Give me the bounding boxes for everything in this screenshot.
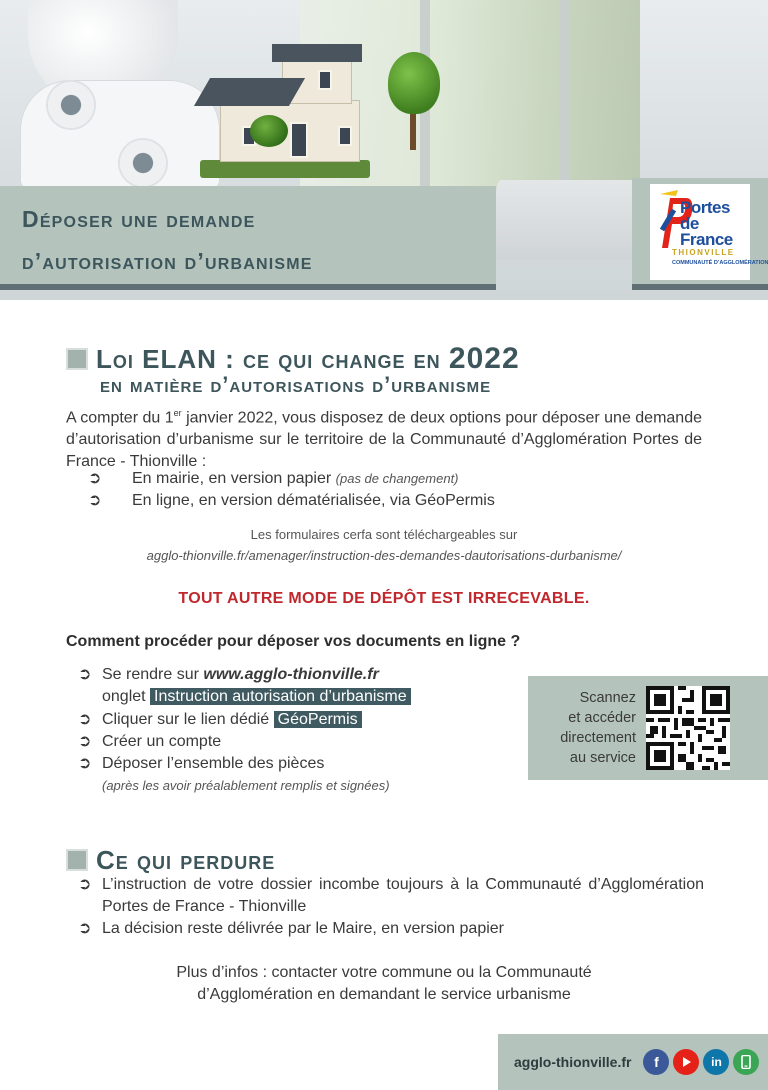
step3-text: Créer un compte (102, 733, 222, 750)
tree-trunk (410, 110, 416, 150)
youtube-icon[interactable] (673, 1049, 699, 1075)
section1-heading-line2: en matière d’autorisations d’urbanisme (100, 372, 492, 397)
intro-sup: er (173, 408, 182, 418)
perdure-item-2-text: La décision reste délivrée par le Maire, en version papier (102, 920, 504, 937)
section-heading-loi-elan (66, 342, 520, 398)
blueprint-roll (48, 82, 94, 128)
section2-heading-text: Ce qui perdure (96, 845, 276, 875)
facebook-icon[interactable]: f (643, 1049, 669, 1075)
intro-paragraph (66, 402, 702, 473)
page-title (22, 198, 496, 282)
model-house-image (190, 30, 380, 180)
more-info-line1: Plus d’infos : contacter votre commune ou la Communauté (176, 964, 592, 981)
arrow-right-icon: ➲ (78, 733, 92, 750)
step1-text-b: onglet (102, 688, 151, 705)
step-1 (78, 664, 411, 708)
howto-steps (78, 664, 411, 797)
more-info-line2: d’Agglomération en demandant le service urbanisme (197, 986, 571, 1003)
step4-note: (après les avoir préalablement remplis et signées) (102, 778, 390, 793)
forms-url-link[interactable]: agglo-thionville.fr/amenager/instruction-des-demandes-dautorisations-durbanisme/ (146, 548, 622, 563)
intro-text-b: janvier 2022, vous disposez de deux options pour déposer une demande d’autorisation d’urbanisme sur le territoire de la Communauté d’Agglomération Portes de France - Thionville : (66, 409, 702, 471)
qr-line4: au service (569, 750, 636, 766)
qr-box (528, 676, 768, 780)
portes-de-france-logo (650, 184, 768, 280)
option-paper (88, 468, 459, 490)
perdure-list (78, 874, 704, 940)
forms-line: Les formulaires cerfa sont téléchargeables sur (250, 527, 518, 542)
arrow-right-icon: ➲ (78, 666, 92, 683)
option-note: (pas de changement) (335, 471, 459, 486)
option-text: En mairie, en version papier (132, 470, 336, 487)
logo-box (632, 178, 768, 290)
qr-line3: directement (560, 730, 636, 746)
logo-line1: Portes (680, 198, 730, 217)
arrow-right-icon: ➲ (88, 492, 102, 509)
qr-line2: et accéder (568, 710, 636, 726)
arrow-right-icon: ➲ (78, 920, 92, 937)
section2-heading (66, 845, 275, 876)
step2-text: Cliquer sur le lien dédié (102, 711, 274, 728)
window-frame (560, 0, 570, 190)
page-title-line2: d’autorisation d’urbanisme (22, 248, 313, 274)
perdure-item-2 (78, 918, 704, 940)
howto-question: Comment procéder pour déposer vos documents en ligne ? (66, 633, 521, 650)
step2-link-label: GéoPermis (274, 711, 362, 728)
heading-year: 2022 (448, 342, 520, 375)
qr-caption (538, 688, 636, 768)
square-bullet-icon (66, 849, 88, 871)
logo-line2: de France (680, 214, 733, 249)
qr-code-icon[interactable] (646, 686, 730, 770)
step-2 (78, 709, 411, 731)
arrow-right-icon: ➲ (78, 711, 92, 728)
step4-text: Déposer l’ensemble des pièces (102, 755, 325, 772)
intro-text-a: A compter du 1 (66, 409, 174, 427)
arrow-right-icon: ➲ (78, 876, 92, 893)
arrow-right-icon: ➲ (78, 755, 92, 772)
logo-text (680, 200, 750, 248)
blueprint-roll (120, 140, 166, 186)
perdure-item-1 (78, 874, 704, 918)
mobile-icon[interactable] (733, 1049, 759, 1075)
step-4 (78, 753, 411, 797)
step1-url-link[interactable]: www.agglo-thionville.fr (203, 666, 379, 683)
step1-text: Se rendre sur (102, 666, 204, 683)
heading-lead: Loi ELAN : ce qui change en (96, 344, 449, 374)
option-text: En ligne, en version dématérialisée, via GéoPermis (132, 492, 495, 509)
section-heading-ce-qui-perdure (66, 845, 275, 876)
perdure-item-1-text: L’instruction de votre dossier incombe toujours à la Communauté d’Agglomération Portes de France - Thionville (102, 876, 704, 915)
square-bullet-icon (66, 348, 88, 370)
logo-sub2: COMMUNAUTÉ D’AGGLOMÉRATION (672, 260, 768, 266)
qr-line1: Scannez (579, 690, 636, 706)
tree-image (388, 52, 440, 114)
option-online (88, 490, 495, 512)
footer-url-link[interactable]: agglo-thionville.fr (514, 1054, 632, 1070)
linkedin-icon[interactable]: in (703, 1049, 729, 1075)
section1-heading-line1 (66, 342, 520, 376)
title-band (0, 186, 496, 290)
step-3 (78, 731, 411, 753)
logo-sub1: THIONVILLE (672, 248, 735, 257)
shrub-image (250, 115, 288, 147)
footer-bar (498, 1034, 768, 1090)
page-title-line1: Déposer une demande (22, 206, 256, 232)
step1-tab-label: Instruction autorisation d’urbanisme (150, 688, 411, 705)
arrow-right-icon: ➲ (88, 470, 102, 487)
more-info (0, 962, 768, 1006)
warning-text: TOUT AUTRE MODE DE DÉPÔT EST IRRECEVABLE. (178, 590, 590, 607)
